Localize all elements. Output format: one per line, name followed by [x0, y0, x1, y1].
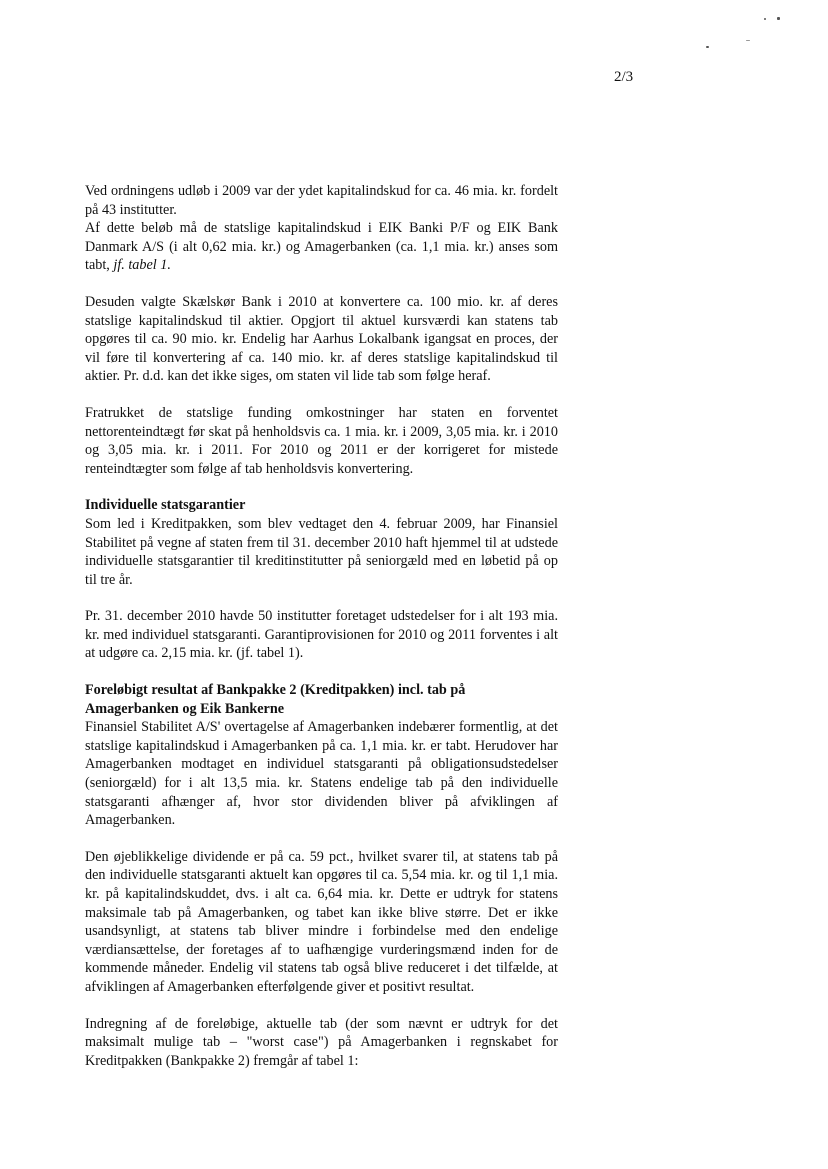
- loss-text: Af dette beløb må de statslige kapitalindskud i EIK Banki P/F og EIK Bank Danmark A/S (i alt 0,62 mia. kr.) og Amagerbanken (ca. 1,1 mia. kr.) anses som tabt,: [85, 220, 558, 274]
- scan-speck: [746, 40, 750, 41]
- paragraph-capital-injection-losses: [85, 219, 558, 275]
- paragraph-share-conversion: Desuden valgte Skælskør Bank i 2010 at konvertere ca. 100 mio. kr. af deres statslige kapitalindskud til aktier. Opgjort til aktuel kursværdi kan statens tab opgøres til ca. 90 mio. kr. Endelig har Aarhus Lokalbank igangsat en proces, der vil føre til konvertering af ca. 140 mio. kr. af deres statslige kapitalindskud til aktier. Pr. d.d. kan det ikke siges, om staten vil lide tab som følge heraf.: [85, 293, 558, 385]
- paragraph-gap: [85, 478, 558, 496]
- paragraph-net-interest-income: Fratrukket de statslige funding omkostninger har staten en forventet nettorenteindtægt før skat på henholdsvis ca. 1 mia. kr. i 2009, 3,05 mia. kr. i 2010 og 3,05 mia. kr. i 2011. For 2010 og 2011 er der korrigeret for mistede renteindtægter som følge af tab henholdsvis konvertering.: [85, 404, 558, 477]
- paragraph-guarantee-issuance: Pr. 31. december 2010 havde 50 institutter foretaget udstedelser for i alt 193 mia. kr. med individuel statsgaranti. Garantiprovisionen for 2010 og 2011 forventes i alt at udgøre ca. 2,15 mia. kr. (jf. tabel 1).: [85, 608, 558, 662]
- paragraph-guarantee-authority: Som led i Kreditpakken, som blev vedtaget den 4. februar 2009, har Finansiel Stabilitet på vegne af staten frem til 31. december 2010 haft hjemmel til at udstede individuelle statsgarantier til kreditinstitutter på seniorgæld med en løbetid på op til tre år.: [85, 515, 558, 588]
- paragraph-gap: [85, 663, 558, 681]
- paragraph-table-introduction: Indregning af de foreløbige, aktuelle tab (der som nævnt er udtryk for det maksimalt mulige tab – "worst case") på Amagerbanken i regnskabet for Kreditpakken (Bankpakke 2) fremgår af tabel 1:: [85, 1015, 558, 1069]
- section-heading-result: Foreløbigt resultat af Bankpakke 2 (Kreditpakken) incl. tab på Amagerbanken og Eik Bankerne: [85, 682, 466, 717]
- scan-speck: [764, 18, 766, 20]
- paragraph-gap: [85, 275, 558, 293]
- paragraph-gap: [85, 997, 558, 1015]
- paragraph-gap: [85, 589, 558, 607]
- scan-speck: [706, 46, 709, 48]
- document-body: [85, 182, 558, 1070]
- scan-speck: [777, 17, 780, 20]
- paragraph-gap: [85, 830, 558, 848]
- table-reference: jf. tabel 1.: [113, 257, 171, 274]
- page-number: 2/3: [614, 69, 634, 85]
- paragraph-amagerbanken-takeover: Finansiel Stabilitet A/S' overtagelse af Amagerbanken indebærer formentlig, at det statslige kapitalindskud i Amagerbanken på ca. 1,1 mia. kr. er tabt. Herudover har Amagerbanken modtaget en individuel statsgaranti på obligationsudstedelser (seniorgæld) for i alt 13,5 mia. kr. Statens endelige tab på den individuelle statsgaranti afhænger af, hvor stor dividenden bliver på afviklingen af Amagerbanken.: [85, 719, 558, 829]
- paragraph-dividend-loss: Den øjeblikkelige dividende er på ca. 59 pct., hvilket svarer til, at statens tab på den individuelle statsgaranti aktuelt kan opgøres til ca. 5,54 mia. kr. og til 1,1 mia. kr. på kapitalindskuddet, dvs. i alt ca. 6,64 mia. kr. Dette er udtryk for statens maksimale tab på Amagerbanken, og tabet kan ikke blive større. Det er ikke usandsynligt, at statens tab bliver mindre i forbindelse med den endelige værdiansættelse, der foretages af to uafhængige vurderingsmænd inden for de kommende måneder. Endelig vil statens tab også blive reduceret i det tilfælde, at afviklingen af Amagerbanken efterfølgende giver et positivt resultat.: [85, 848, 558, 995]
- section-heading-guarantees: Individuelle statsgarantier: [85, 497, 246, 514]
- paragraph-capital-injection-total: Ved ordningens udløb i 2009 var der ydet kapitalindskud for ca. 46 mia. kr. fordelt på 43 institutter.: [85, 183, 558, 218]
- paragraph-gap: [85, 386, 558, 404]
